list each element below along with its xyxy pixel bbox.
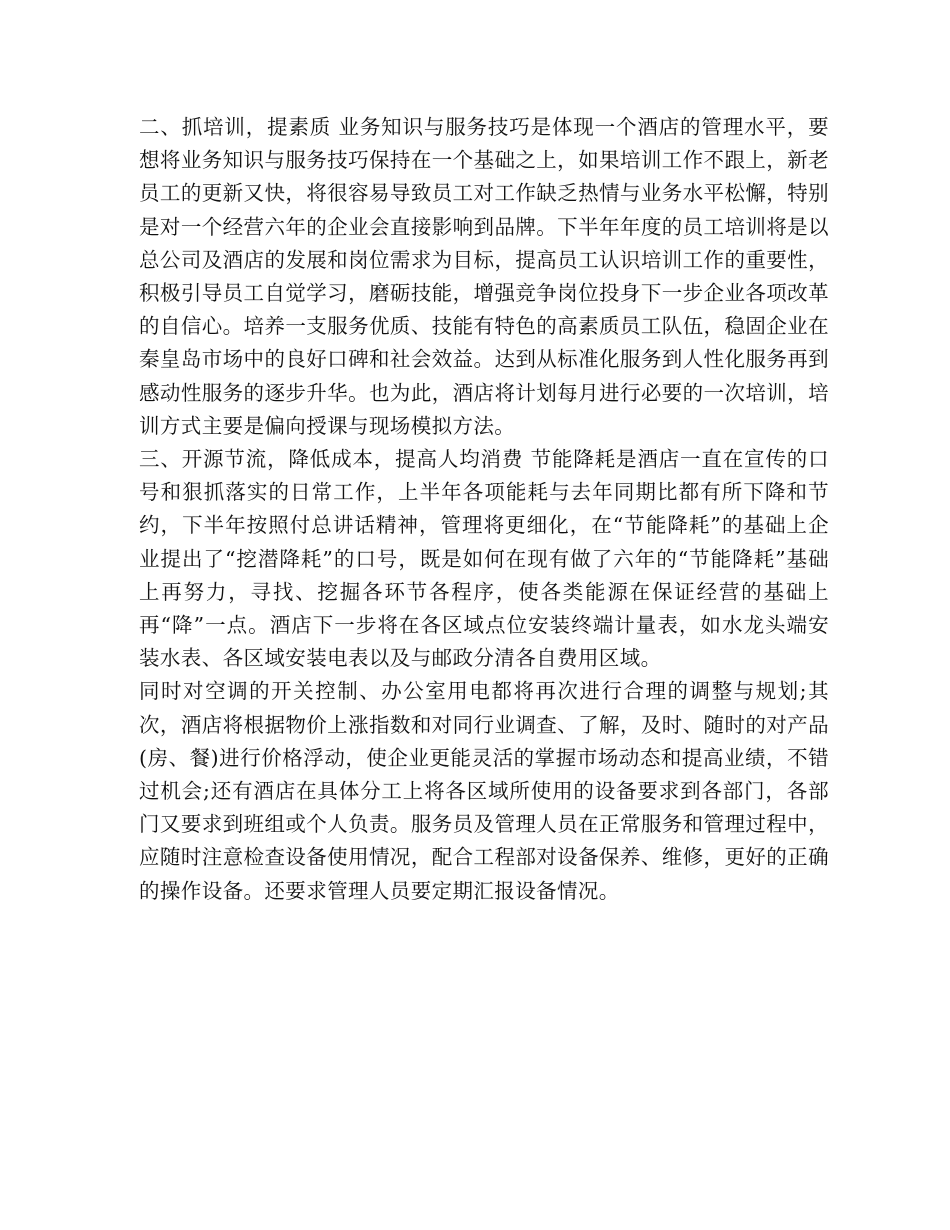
paragraph-training: 二、抓培训，提素质 业务知识与服务技巧是体现一个酒店的管理水平，要想将业务知识与服务技巧保持在一个基础之上，如果培训工作不跟上，新老员工的更新又快，将很容易导致员工对工作缺乏热情与业务水平松懈，特别是对一个经营六年的企业会直接影响到品牌。下半年年度的员工培训将是以总公司及酒店的发展和岗位需求为目标，提高员工认识培训工作的重要性，积极引导员工自觉学习，磨砺技能，增强竞争岗位投身下一步企业各项改革的自信心。培养一支服务优质、技能有特色的高素质员工队伍，稳固企业在秦皇岛市场中的良好口碑和社会效益。达到从标准化服务到人性化服务再到感动性服务的逐步升华。也为此，酒店将计划每月进行必要的一次培训，培训方式主要是偏向授课与现场模拟方法。 [139,115,829,438]
paragraph-equipment: 同时对空调的开关控制、办公室用电都将再次进行合理的调整与规划;其次，酒店将根据物价上涨指数和对同行业调查、了解，及时、随时的对产品(房、餐)进行价格浮动，使企业更能灵活的掌握市场动态和提高业绩，不错过机会;还有酒店在具体分工上将各区域所使用的设备要求到各部门，各部门又要求到班组或个人负责。服务员及管理人员在正常服务和管理过程中，应随时注意检查设备使用情况，配合工程部对设备保养、维修，更好的正确的操作设备。还要求管理人员要定期汇报设备情况。 [139,679,829,903]
paragraph-cost-saving: 三、开源节流，降低成本，提高人均消费 节能降耗是酒店一直在宣传的口号和狠抓落实的日常工作，上半年各项能耗与去年同期比都有所下降和节约，下半年按照付总讲话精神，管理将更细化，在“节能降耗”的基础上企业提出了“挖潜降耗”的口号，既是如何在现有做了六年的“节能降耗”基础上再努力，寻找、挖掘各环节各程序，使各类能源在保证经营的基础上再“降”一点。酒店下一步将在各区域点位安装终端计量表，如水龙头端安装水表、各区域安装电表以及与邮政分清各自费用区域。 [139,447,829,671]
document-page [139,111,829,908]
